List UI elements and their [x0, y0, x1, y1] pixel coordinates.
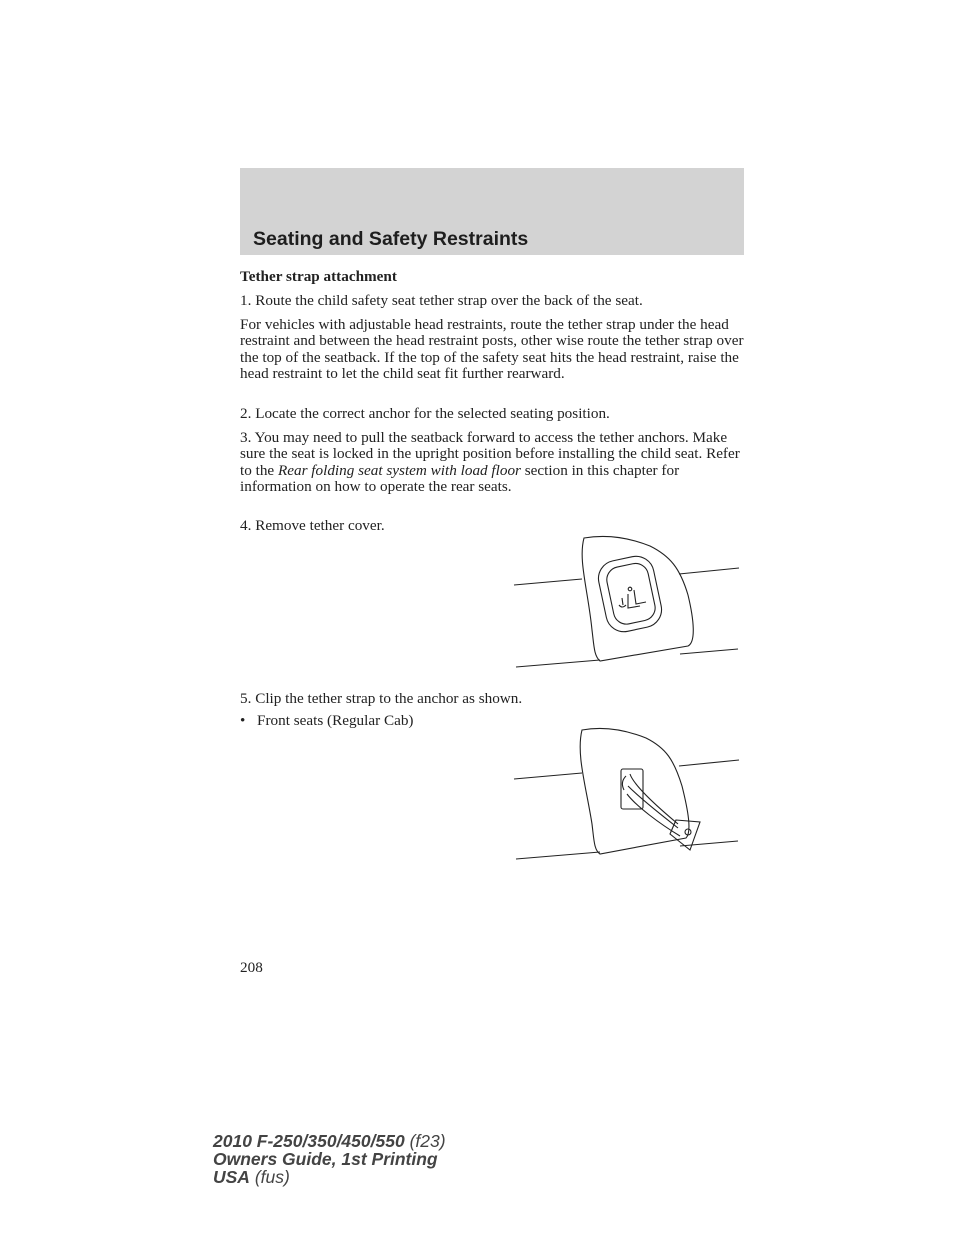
footer-model-code: (f23) [404, 1131, 446, 1151]
seat-edge-line-upper-left [514, 579, 582, 585]
step-3-tail: section in this chapter for information on how to operate the rear seats. [240, 461, 680, 496]
step-1-text: 1. Route the child safety seat tether strap over the back of the seat. [240, 292, 643, 309]
footer-model-line [213, 1132, 446, 1150]
anchor-housing-inner [604, 561, 657, 626]
tether-clip-illustration [510, 724, 745, 866]
seat-edge-line-upper-right [679, 568, 739, 574]
step-2-text: 2. Locate the correct anchor for the selected seating position. [240, 405, 610, 422]
seat-edge-line-upper-left [514, 773, 582, 779]
footer-market-code: (fus) [249, 1167, 290, 1187]
seat-edge-line-upper-right [679, 760, 739, 766]
seatback-panel [582, 536, 693, 661]
bullet-text: Front seats (Regular Cab) [257, 712, 414, 729]
step-3-lead: 3. You may need to pull the seatback forward to access the tether anchors. Make sure the seat is locked in the upright position before installing the child seat. Refer to the [240, 429, 740, 479]
bullet-dot: • [240, 712, 246, 729]
seat-edge-line-lower-left [516, 660, 600, 667]
anchor-loop [622, 776, 626, 790]
step-4-text: 4. Remove tether cover. [240, 517, 385, 534]
tether-strap-top-edge [630, 774, 678, 824]
footer-printing-line: Owners Guide, 1st Printing [213, 1149, 438, 1169]
document-footer [213, 1132, 446, 1186]
subheading: Tether strap attachment [240, 268, 397, 285]
step-3-text [240, 430, 745, 496]
tether-cover-illustration [510, 530, 745, 672]
footer-model: 2010 F-250/350/450/550 [213, 1131, 405, 1151]
seat-edge-line-lower-right [680, 841, 738, 846]
page-number: 208 [240, 959, 263, 976]
tether-hook [670, 820, 700, 850]
section-title: Seating and Safety Restraints [253, 228, 529, 250]
seat-edge-line-lower-left [516, 852, 600, 859]
step-3-reference-link: Rear folding seat system with load floor [277, 461, 521, 479]
footer-market-line [213, 1168, 446, 1186]
seat-edge-line-lower-right [680, 649, 738, 654]
seatback-panel [580, 728, 689, 854]
section-header-band [240, 168, 744, 255]
anchor-housing-outer [595, 553, 665, 635]
head-restraint-paragraph: For vehicles with adjustable head restraints, route the tether strap under the head restraint and between the head restraint posts, other wise route the tether strap over the top of the seatback. If the top of the safety seat hits the head restraint, raise the head restraint to let the child seat fit further rearward. [240, 316, 744, 383]
child-seat-anchor-icon [619, 587, 646, 608]
tether-strap-center-line [628, 786, 678, 828]
footer-market: USA [213, 1167, 250, 1187]
step-5-text: 5. Clip the tether strap to the anchor as shown. [240, 690, 523, 707]
